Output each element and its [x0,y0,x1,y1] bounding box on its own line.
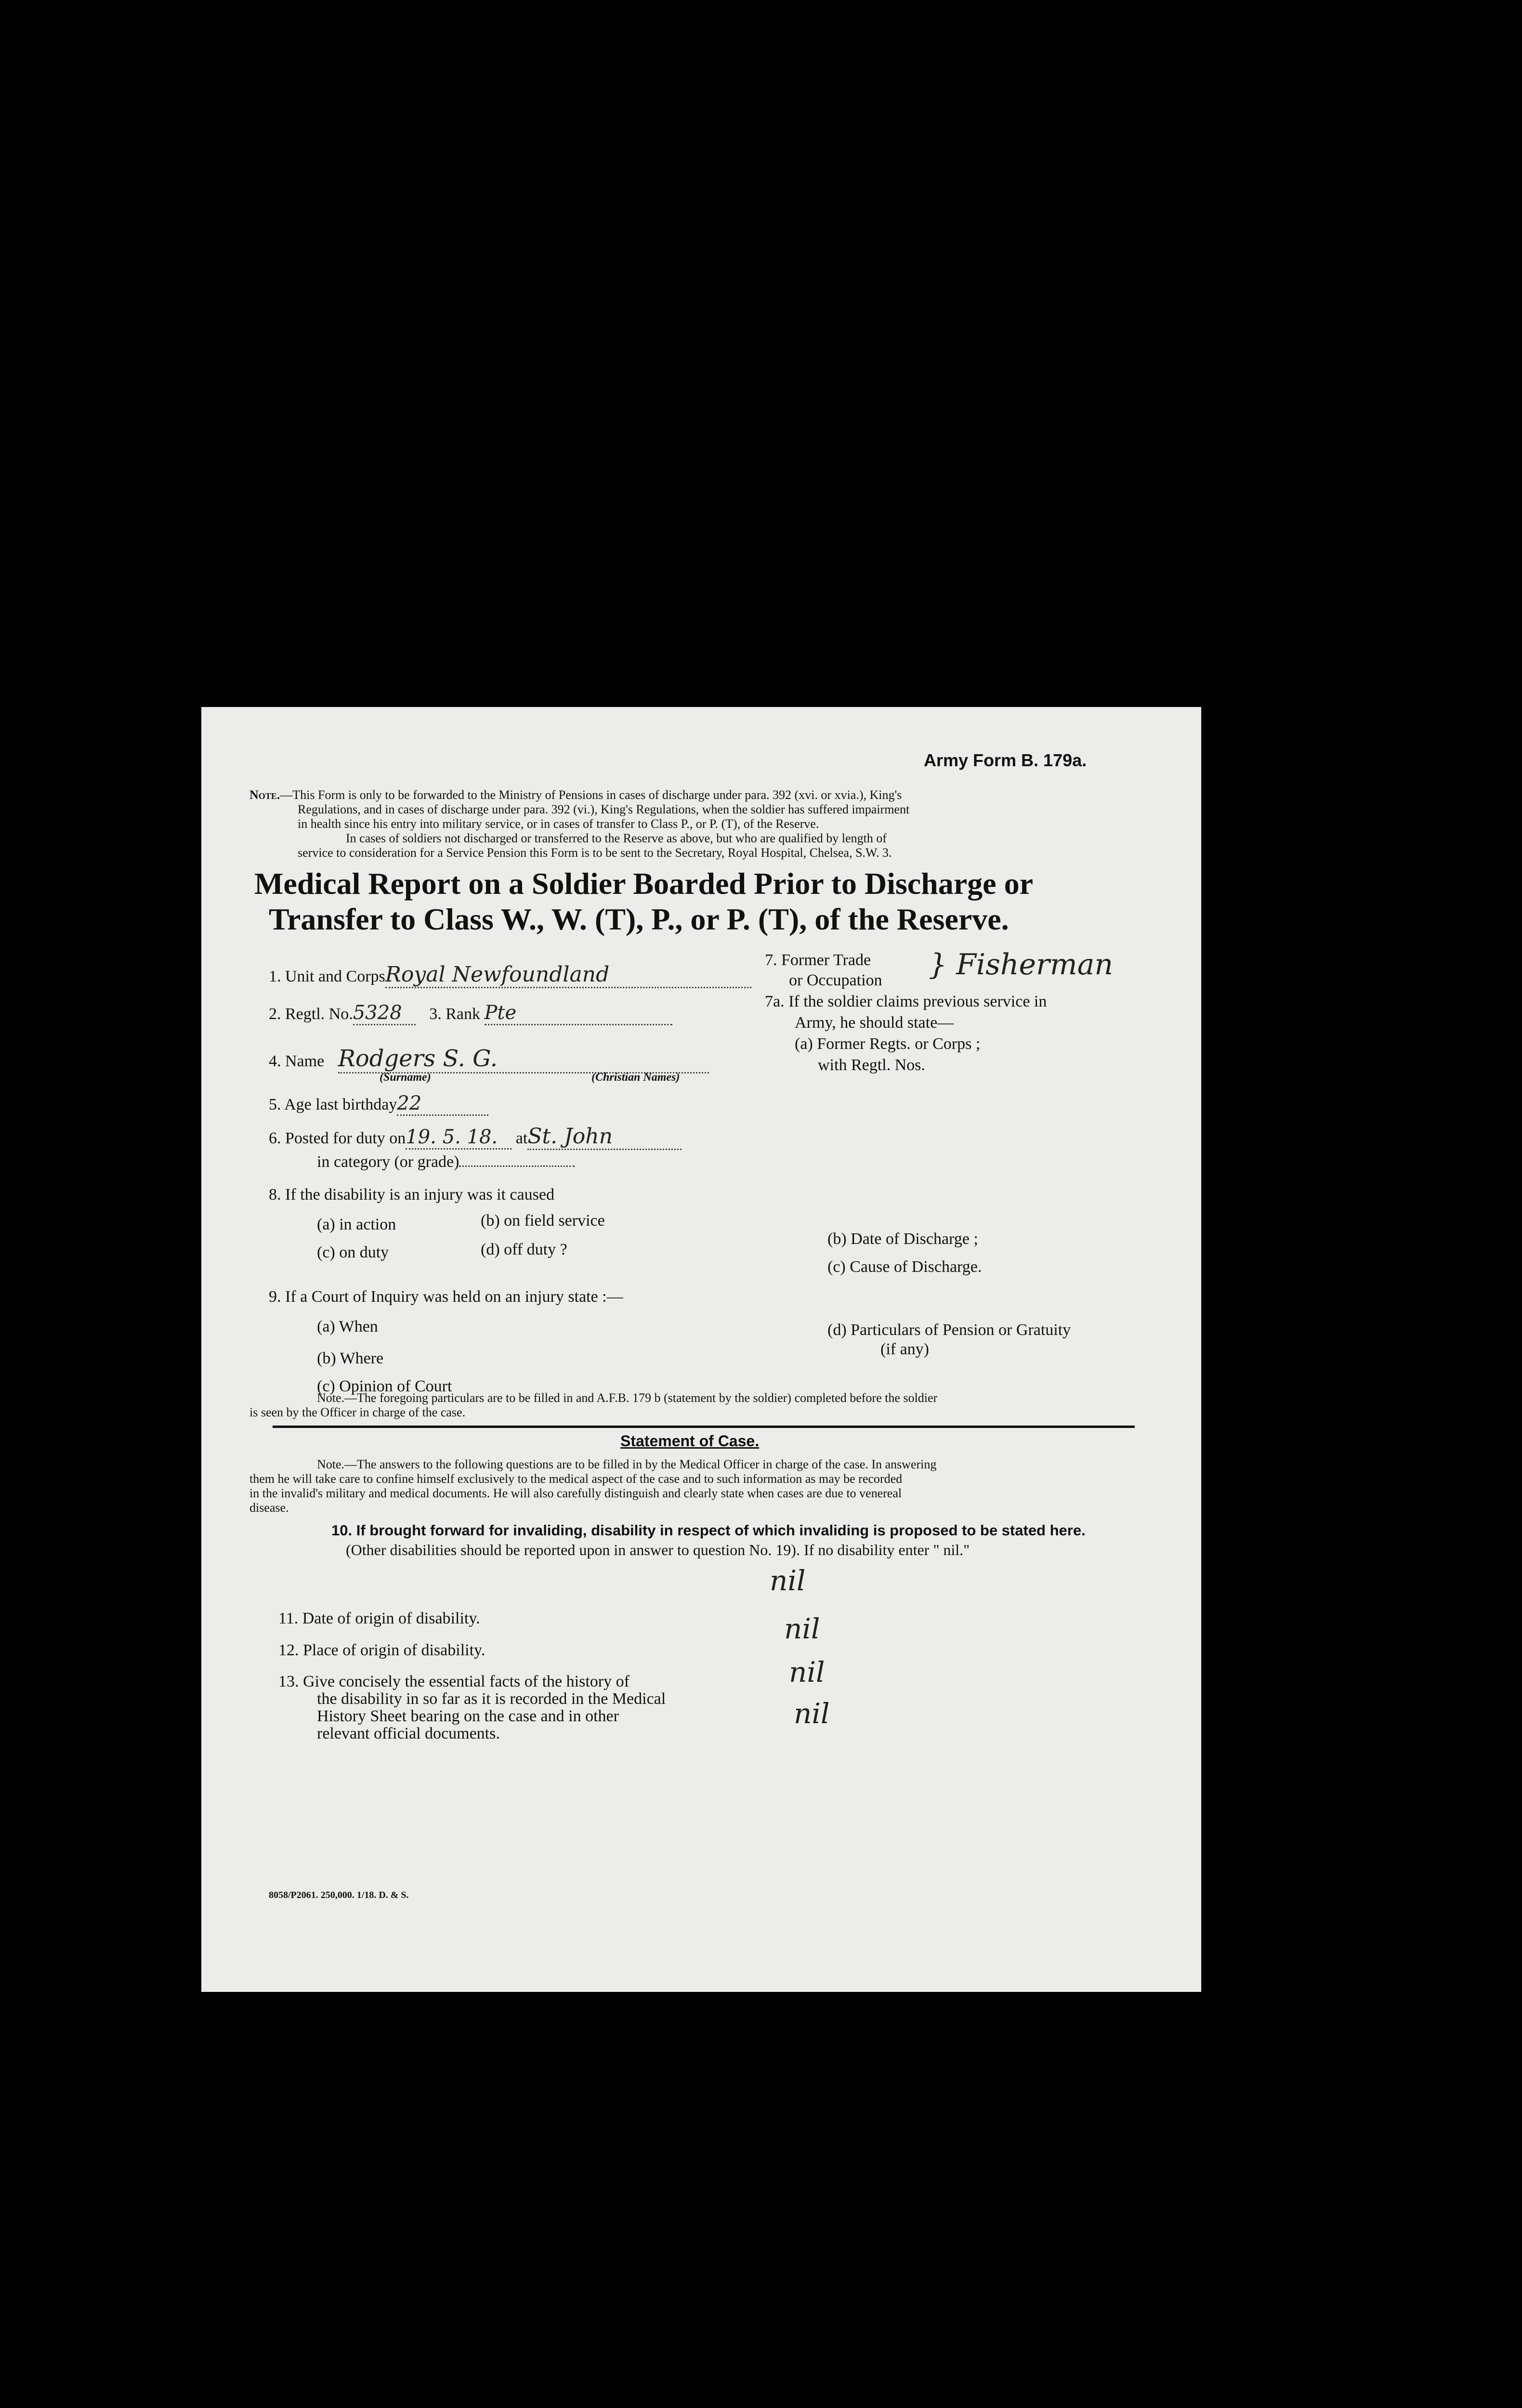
occupation-label: or Occupation [789,971,882,989]
title-line-2: Transfer to Class W., W. (T), P., or P. (T), of the Reserve. [269,902,1009,936]
q13-line-2: the disability in so far as it is recorded in the Medical [317,1690,666,1708]
statement-of-case-heading: Statement of Case. [620,1432,760,1450]
name-value: Rodgers S. G. [338,1045,709,1073]
army-form-number: Army Form B. 179a. [924,750,1087,770]
form-title [254,866,1033,937]
pension-if-any-label: (if any) [880,1340,930,1358]
note-line-3: in health since his entry into military service, or in cases of transfer to Class P., or P. (T), of the Reserve. [298,817,819,831]
occupation-value: } Fisherman [929,948,1113,982]
unit-value: Royal Newfoundland [385,962,751,988]
q11-value: nil [784,1612,820,1645]
regtl-no-value: 5328 [353,1002,416,1025]
unit-label: 1. Unit and Corps [269,968,385,985]
previous-service-line-2: Army, he should state— [795,1014,954,1032]
q13-value: nil [794,1697,830,1730]
q13-line-1: 13. Give concisely the essential facts of the history of [278,1673,630,1690]
note-3-line-2: them he will take care to confine himself exclusively to the medical aspect of the case and to such information as may be recorded [249,1472,903,1486]
cause-of-discharge-label: (c) Cause of Discharge. [827,1258,982,1276]
section-rule [273,1426,1135,1428]
field-unit-corps [269,962,751,988]
document-sheet [201,707,1201,1992]
note-2 [249,1391,937,1420]
posted-date-value: 19. 5. 18. [406,1126,512,1150]
rank-value: Pte [485,1002,672,1025]
field-regtl-no [269,1002,672,1025]
q8-b: (b) on field service [481,1212,605,1230]
q9-c: (c) Opinion of Court [317,1377,452,1395]
q10 [331,1521,1086,1559]
q9-a: (a) When [317,1318,378,1335]
former-trade-label: 7. Former Trade [765,951,871,969]
note-line-1: —This Form is only to be forwarded to the Ministry of Pensions in cases of discharge under para. 392 (xvi. or xvia.), King's [280,788,902,802]
field-former-trade [765,950,882,991]
note-2-line-2: is seen by the Officer in charge of the case. [249,1405,466,1419]
note-line-4: In cases of soldiers not discharged or transferred to the Reserve as above, but who are qualified by length of [346,831,887,845]
q11-label: 11. Date of origin of disability. [278,1610,480,1627]
age-label: 5. Age last birthday [269,1096,397,1113]
note-3-line-4: disease. [249,1501,289,1515]
name-label: 4. Name [269,1052,325,1070]
pension-particulars-label: (d) Particulars of Pension or Gratuity [827,1321,1071,1339]
christian-names-caption: (Christian Names) [591,1071,680,1084]
category-value-blank [459,1152,575,1167]
age-value: 22 [397,1092,488,1116]
print-code: 8058/P2061. 250,000. 1/18. D. & S. [269,1890,409,1900]
posted-at-label: at [515,1129,528,1147]
q8-a: (a) in action [317,1216,396,1233]
posted-label: 6. Posted for duty on [269,1129,406,1147]
field-category [317,1152,575,1171]
rank-label: 3. Rank [429,1005,480,1023]
q13-line-4: relevant official documents. [317,1725,500,1742]
regtl-no-label: 2. Regtl. No. [269,1005,353,1023]
q10-line-1: 10. If brought forward for invaliding, disability in respect of which invaliding is proposed to be stated here. [331,1522,1086,1539]
surname-caption: (Surname) [380,1071,431,1084]
note-label: Note. [249,788,280,802]
pension-particulars [827,1321,1071,1359]
note-3 [249,1457,936,1515]
field-previous-service [765,991,1047,1076]
q13-line-3: History Sheet bearing on the case and in other [317,1707,619,1725]
note-block [249,788,909,860]
former-regts-label: (a) Former Regts. or Corps ; [795,1035,981,1053]
title-line-1: Medical Report on a Soldier Boarded Prior to Discharge or [254,866,1033,901]
q10-line-2: (Other disabilities should be reported upon in answer to question No. 19). If no disability enter " nil." [346,1541,970,1558]
note-line-5: service to consideration for a Service Pension this Form is to be sent to the Secretary, Royal Hospital, Chelsea, S.W. 3. [298,846,892,860]
q9-label: 9. If a Court of Inquiry was held on an injury state :— [269,1288,623,1306]
note-2-line-1: Note.—The foregoing particulars are to be filled in and A.F.B. 179 b (statement by the soldier) completed before the soldier [317,1391,938,1405]
q10-value: nil [770,1564,806,1597]
previous-service-line-1: 7a. If the soldier claims previous service in [765,993,1047,1010]
regtl-nos-label: with Regtl. Nos. [818,1056,925,1074]
category-label: in category (or grade) [317,1153,459,1171]
q8-label: 8. If the disability is an injury was it caused [269,1186,554,1204]
q8-c: (c) on duty [317,1243,389,1261]
field-posted [269,1124,682,1150]
date-of-discharge-label: (b) Date of Discharge ; [827,1230,978,1248]
field-name [269,1045,709,1073]
note-line-2: Regulations, and in cases of discharge under para. 392 (vi.), King's Regulations, when the soldier has suffered impairment [298,802,910,816]
q8-d: (d) off duty ? [481,1241,567,1258]
note-3-line-3: in the invalid's military and medical documents. He will also carefully distinguish and clearly state when cases are due to venereal [249,1486,902,1500]
q9-b: (b) Where [317,1349,384,1367]
q13 [278,1673,666,1742]
q12-value: nil [789,1656,825,1688]
note-3-line-1: Note.—The answers to the following questions are to be filled in by the Medical Officer in charge of the case. In answering [317,1457,937,1471]
q12-label: 12. Place of origin of disability. [278,1641,485,1659]
field-age [269,1092,488,1116]
posted-place-value: St. John [527,1124,682,1150]
